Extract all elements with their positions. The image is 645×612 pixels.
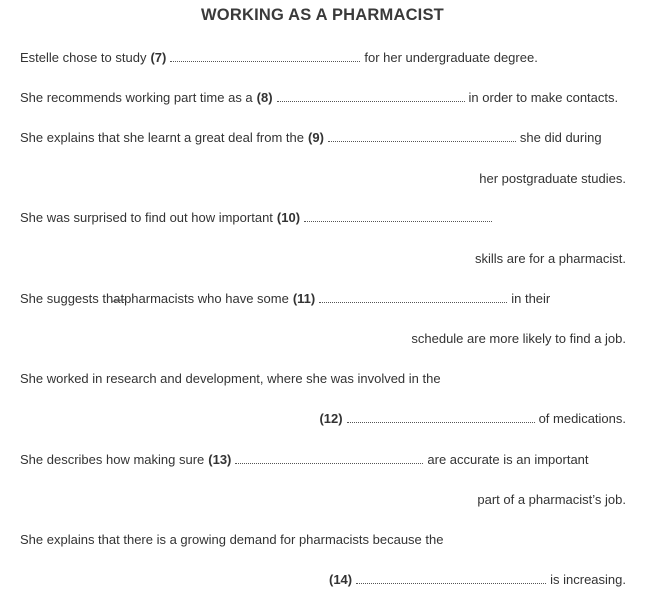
question-8 — [20, 89, 618, 107]
question-11-text-after: in their — [511, 291, 551, 306]
question-12-continuation — [319, 410, 626, 428]
question-7-text-after: for her undergraduate degree. — [364, 50, 538, 65]
question-13-text-after: are accurate is an important — [427, 452, 589, 467]
question-11 — [20, 290, 550, 308]
question-7 — [20, 49, 538, 67]
question-12 — [20, 370, 441, 388]
question-11-struck-text: at — [113, 291, 125, 306]
question-10-answer-blank[interactable] — [304, 220, 492, 222]
question-11-continuation — [411, 330, 626, 348]
question-9 — [20, 129, 602, 147]
question-10 — [20, 209, 496, 227]
question-11-text-before-rest: pharmacists who have some — [124, 291, 289, 306]
question-12-text-after: of medications. — [538, 411, 626, 426]
question-13-continuation — [477, 491, 626, 509]
question-12-answer-blank[interactable] — [347, 421, 535, 423]
question-14-number: (14) — [329, 572, 353, 587]
question-8-answer-blank[interactable] — [277, 100, 465, 102]
question-11-number: (11) — [292, 291, 316, 306]
question-14-text-after: is increasing. — [550, 572, 626, 587]
question-7-answer-blank[interactable] — [170, 60, 360, 62]
question-11-text-continuation: schedule are more likely to find a job. — [411, 331, 626, 346]
question-10-text-continuation: skills are for a pharmacist. — [475, 251, 626, 266]
page-title: WORKING AS A PHARMACIST — [201, 6, 444, 24]
question-9-answer-blank[interactable] — [328, 140, 516, 142]
question-11-answer-blank[interactable] — [319, 301, 507, 303]
question-9-text-continuation: her postgraduate studies. — [479, 171, 626, 186]
question-8-text-before: She recommends working part time as a — [20, 90, 253, 105]
question-13-number: (13) — [208, 452, 232, 467]
question-8-number: (8) — [256, 90, 273, 105]
question-10-text-before: She was surprised to find out how important — [20, 210, 273, 225]
question-9-text-after: she did during — [519, 130, 602, 145]
question-13-text-before: She describes how making sure — [20, 452, 205, 467]
question-13 — [20, 451, 589, 469]
question-9-text-before: She explains that she learnt a great deal from the — [20, 130, 305, 145]
question-10-number: (10) — [276, 210, 301, 225]
question-14 — [20, 531, 443, 549]
question-9-number: (9) — [308, 130, 324, 145]
question-12-number: (12) — [319, 411, 343, 426]
question-8-text-after: in order to make contacts. — [468, 90, 619, 105]
question-13-answer-blank[interactable] — [235, 462, 423, 464]
question-14-text-before: She explains that there is a growing demand for pharmacists because the — [20, 532, 444, 547]
question-14-continuation — [329, 571, 626, 589]
question-12-text-before: She worked in research and development, where she was involved in the — [20, 371, 441, 386]
question-14-answer-blank[interactable] — [356, 582, 546, 584]
question-7-text-before: Estelle chose to study — [20, 50, 147, 65]
question-7-number: (7) — [150, 50, 167, 65]
question-9-continuation — [479, 170, 626, 188]
question-13-text-continuation: part of a pharmacist’s job. — [477, 492, 626, 507]
question-10-continuation — [475, 250, 626, 268]
question-11-text-before: She suggests th — [20, 291, 114, 306]
